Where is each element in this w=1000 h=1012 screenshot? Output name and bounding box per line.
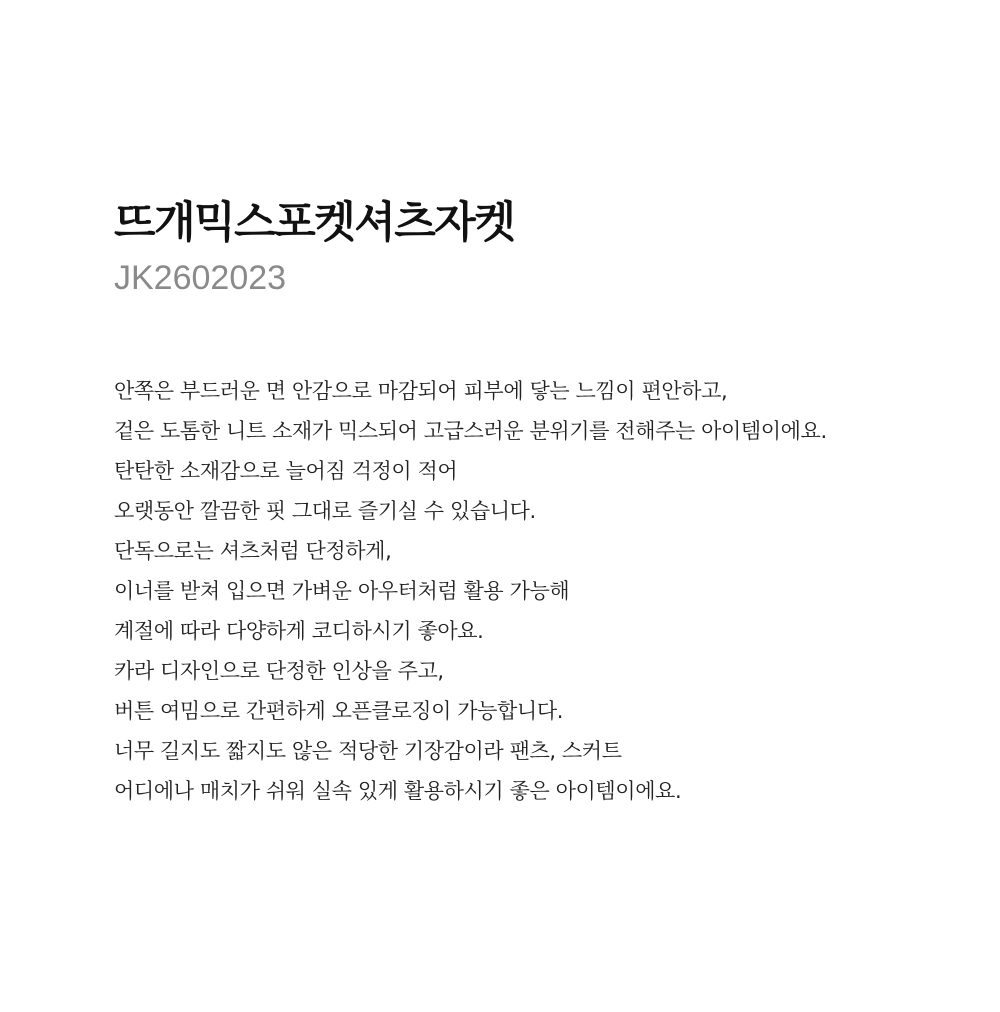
description-line: 단독으로는 셔츠처럼 단정하게,: [114, 539, 392, 563]
description-line: 안쪽은 부드러운 면 안감으로 마감되어 피부에 닿는 느낌이 편안하고,: [114, 379, 728, 403]
product-description: [114, 371, 827, 811]
product-code: JK2602023: [114, 259, 287, 297]
description-line: 탄탄한 소재감으로 늘어짐 걱정이 적어: [114, 459, 458, 483]
description-line: 카라 디자인으로 단정한 인상을 주고,: [114, 659, 444, 683]
description-line: 계절에 따라 다양하게 코디하시기 좋아요.: [114, 619, 484, 643]
description-line: 너무 길지도 짧지도 않은 적당한 기장감이라 팬츠, 스커트: [114, 739, 622, 763]
description-line: 이너를 받쳐 입으면 가벼운 아우터처럼 활용 가능해: [114, 579, 570, 603]
description-line: 어디에나 매치가 쉬워 실속 있게 활용하시기 좋은 아이템이에요.: [114, 779, 682, 803]
description-line: 오랫동안 깔끔한 핏 그대로 즐기실 수 있습니다.: [114, 499, 536, 523]
description-line: 버튼 여밈으로 간편하게 오픈클로징이 가능합니다.: [114, 699, 563, 723]
product-name: 뜨개믹스포켓셔츠자켓: [114, 198, 515, 248]
description-line: 겉은 도톰한 니트 소재가 믹스되어 고급스러운 분위기를 전해주는 아이템이에요.: [114, 419, 827, 443]
